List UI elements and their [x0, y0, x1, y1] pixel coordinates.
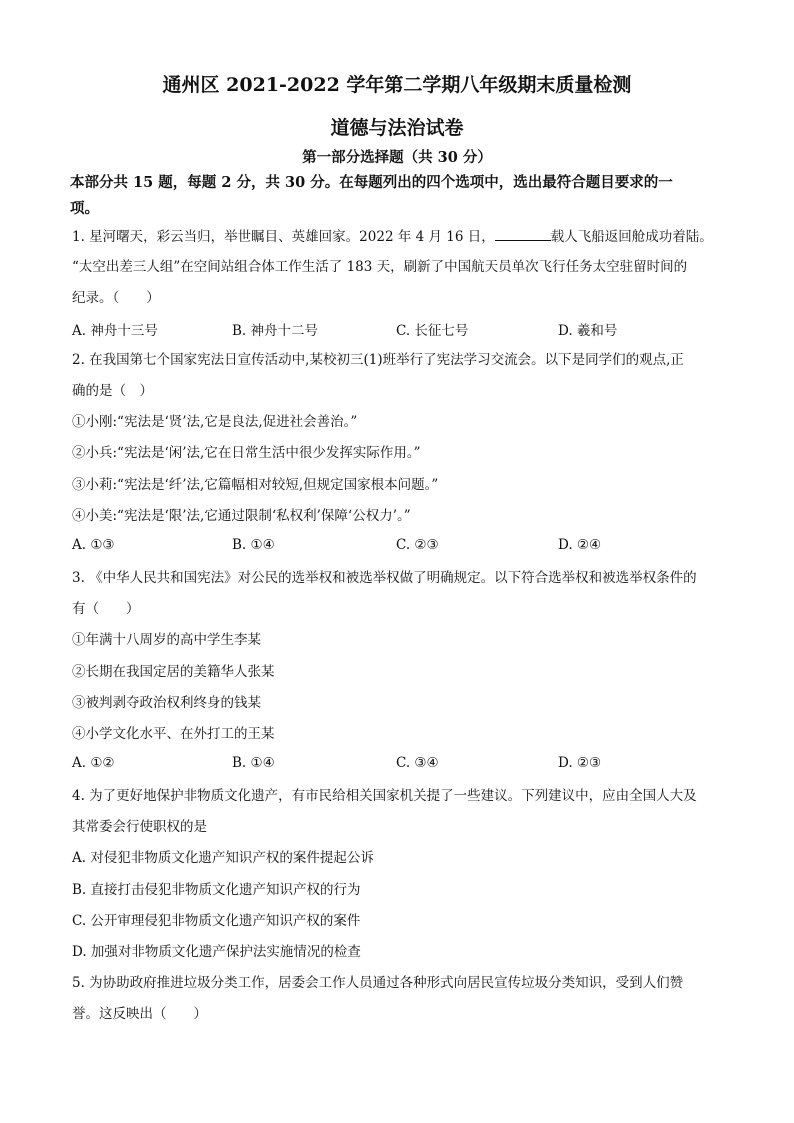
- q2-statement-3: ③小莉:“宪法是‘纤’法,它篇幅相对较短,但规定国家根本问题。”: [72, 477, 439, 493]
- instructions-line-2: 项。: [70, 200, 99, 217]
- q2-statement-4: ④小美:“宪法是‘限’法,它通过限制‘私权利’保障‘公权力’。”: [72, 508, 411, 524]
- q3-statement-1: ①年满十八周岁的高中学生李某: [72, 632, 261, 648]
- q1-option-b: B. 神舟十二号: [232, 323, 319, 339]
- q3-line-1: 3. 《中华人民共和国宪法》对公民的选举权和被选举权做了明确规定。以下符合选举权和被选举权条件的: [72, 570, 697, 586]
- q1-options: [72, 319, 732, 339]
- q2-option-c: C. ②③: [396, 537, 439, 553]
- q2-line-2: 确的是（ ）: [72, 383, 153, 399]
- q3-statement-2: ②长期在我国定居的美籍华人张某: [72, 664, 275, 680]
- q1-text-a: 1. 星河曙天，彩云当归，举世瞩目、英雄回家。2022 年 4 月 16 日，: [72, 229, 495, 245]
- instructions: [70, 170, 730, 222]
- q4-option-c: C. 公开审理侵犯非物质文化遗产知识产权的案件: [72, 913, 361, 929]
- part-heading: 第一部分选择题（共 30 分）: [302, 149, 492, 166]
- q2-options: [72, 537, 732, 557]
- q3-option-b: B. ①④: [232, 755, 275, 771]
- q1-line-2: “太空出差三人组”在空间站组合体工作生活了 183 天，刷新了中国航天员单次飞行任务太空驻留时间的: [72, 259, 688, 275]
- q4-line-1: 4. 为了更好地保护非物质文化遗产，有市民给相关国家机关提了一些建议。下列建议中，应由全国人大及: [72, 788, 697, 804]
- q2-statement-1: ①小刚:“宪法是‘贤’法,它是良法,促进社会善治。”: [72, 414, 358, 430]
- q5-line-2: 誉。这反映出（ ）: [72, 1006, 207, 1022]
- q3-options: [72, 755, 732, 775]
- q1-blank: [495, 226, 551, 241]
- q2-line-1: 2. 在我国第七个国家宪法日宣传活动中,某校初三(1)班举行了宪法学习交流会。以下是同学们的观点,正: [72, 352, 684, 368]
- q1-line-1: [72, 226, 732, 247]
- q3-option-c: C. ③④: [396, 755, 439, 771]
- q1-option-a: A. 神舟十三号: [72, 323, 158, 339]
- q4-option-d: D. 加强对非物质文化遗产保护法实施情况的检查: [72, 944, 361, 960]
- q1-text-b: 载人飞船返回舱成功着陆。: [550, 229, 713, 245]
- q4-option-a: A. 对侵犯非物质文化遗产知识产权的案件提起公诉: [72, 850, 374, 866]
- q3-option-d: D. ②③: [558, 755, 602, 771]
- exam-subject: 道德与法治试卷: [330, 117, 464, 139]
- q2-option-d: D. ②④: [558, 537, 602, 553]
- instructions-line-1: 本部分共 15 题，每题 2 分，共 30 分。在每题列出的四个选项中，选出最符合题目要求的一: [70, 174, 673, 191]
- q4-line-2: 其常委会行使职权的是: [72, 819, 207, 835]
- q1-option-c: C. 长征七号: [396, 323, 469, 339]
- q1-option-d: D. 羲和号: [558, 323, 618, 339]
- q3-option-a: A. ①②: [72, 755, 115, 771]
- q2-option-a: A. ①③: [72, 537, 115, 553]
- q3-line-2: 有（ ）: [72, 601, 140, 617]
- q4-option-b: B. 直接打击侵犯非物质文化遗产知识产权的行为: [72, 882, 361, 898]
- q1-line-3: 纪录。（ ）: [72, 290, 160, 306]
- q3-statement-3: ③被判剥夺政治权利终身的钱某: [72, 695, 261, 711]
- q3-statement-4: ④小学文化水平、在外打工的王某: [72, 726, 275, 742]
- q2-option-b: B. ①④: [232, 537, 275, 553]
- exam-title: 通州区 2021-2022 学年第二学期八年级期末质量检测: [162, 74, 632, 96]
- q5-line-1: 5. 为协助政府推进垃圾分类工作，居委会工作人员通过各种形式向居民宣传垃圾分类知识，受到人们赞: [72, 975, 684, 991]
- q2-statement-2: ②小兵:“宪法是‘闲’法,它在日常生活中很少发挥实际作用。”: [72, 445, 421, 461]
